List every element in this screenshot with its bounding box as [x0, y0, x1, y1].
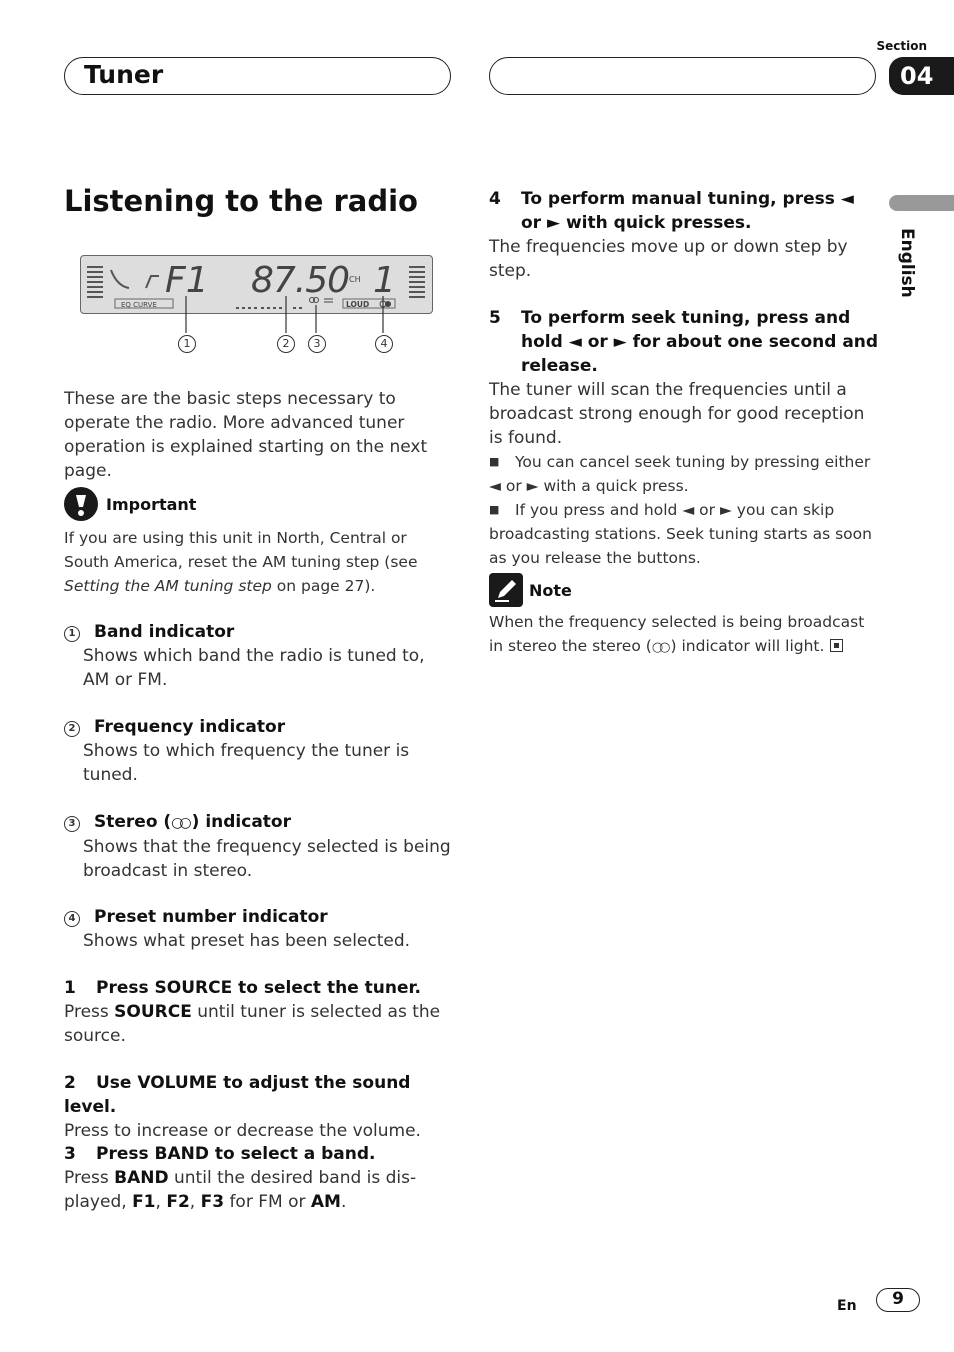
- step-5-bullet-1: ■ You can cancel seek tuning by pressing either ◄ or ► with a quick press.: [489, 450, 881, 498]
- indicator-2-desc: Shows to which frequency the tuner is tuned.: [83, 741, 410, 785]
- lcd-eq-label: EQ CURVE: [121, 301, 157, 309]
- indicator-4: 4 Preset number indicator Shows what preset has been selected.: [64, 905, 454, 953]
- important-link-text: Setting the AM tuning step: [64, 577, 272, 595]
- indicator-3-desc: Shows that the frequency selected is being broadcast in stereo.: [83, 837, 451, 881]
- section-number-tab: 04: [889, 57, 954, 95]
- bullet-icon: ■: [489, 503, 500, 516]
- pencil-icon: [489, 573, 523, 607]
- important-icon: [64, 487, 98, 521]
- indicator-4-desc: Shows what preset has been selected.: [83, 931, 411, 951]
- indicator-3: 3 Stereo (○○ ) indicator Shows that the frequency selected is being broadcast in stereo.: [64, 810, 454, 883]
- step-4: 4 To perform manual tuning, press ◄ or ► with quick presses. The frequencies move up or down step by step.: [489, 189, 854, 281]
- lcd-frequency-text: 87.50: [251, 260, 350, 301]
- callout-1: 1: [178, 335, 196, 353]
- important-heading: [64, 487, 196, 521]
- intro-paragraph: These are the basic steps necessary to operate the radio. More advanced tuner operation is explained starting on the next page.: [64, 389, 428, 481]
- indicator-1: 1 Band indicator Shows which band the radio is tuned to, AM or FM.: [64, 620, 454, 692]
- page-number: 9: [876, 1288, 920, 1312]
- lcd-band-text: F1: [165, 260, 209, 301]
- section-label: Section: [876, 39, 927, 53]
- callout-3: 3: [308, 335, 326, 353]
- step-3: 3 Press BAND to select a band. Press BAND until the desired band is dis-played, F1, F2, F3 for FM or AM.: [64, 1144, 417, 1212]
- step-2: 2 Use VOLUME to adjust the sound level. Press to increase or decrease the volume.: [64, 1073, 421, 1141]
- lcd-preset-text: 1: [373, 260, 396, 301]
- note-text: When the frequency selected is being broadcast in stereo the stereo (○○ ) indicator will light.: [489, 610, 869, 660]
- lcd-loud-label: LOUD: [346, 300, 370, 309]
- note-heading: [489, 573, 572, 607]
- step-5-bullet-2: ■ If you press and hold ◄ or ► you can skip broadcasting stations. Seek tuning starts as soon as you release the buttons.: [489, 498, 881, 570]
- step-1: 1 Press SOURCE to select the tuner. Press SOURCE until tuner is selected as the source.: [64, 978, 441, 1046]
- callout-4: 4: [375, 335, 393, 353]
- stereo-icon: ○○: [651, 640, 667, 655]
- stereo-icon: ○○: [171, 815, 188, 831]
- indicator-2: 2 Frequency indicator Shows to which frequency the tuner is tuned.: [64, 715, 454, 787]
- step-5: 5 To perform seek tuning, press and hold ◄ or ► for about one second and release. The tuner will scan the frequencies until a broadcast strong enough for good reception is found. ■ You can cancel seek tuning by pressing either ◄ or ► with a quick press. ■ If you press and hold ◄ or ► you can skip broadcasting stations. Seek tuning starts as soon as you release the buttons.: [489, 306, 881, 570]
- page-title: Listening to the radio: [64, 184, 418, 218]
- indicator-1-desc: Shows which band the radio is tuned to, AM or FM.: [83, 646, 425, 690]
- note-label: Note: [529, 580, 572, 600]
- important-text: If you are using this unit in North, Central or South America, reset the AM tuning step (see Setting the AM tuning step on page 27).: [64, 529, 418, 595]
- callout-2: 2: [277, 335, 295, 353]
- bullet-icon: ■: [489, 455, 500, 468]
- end-mark-icon: [830, 639, 843, 652]
- footer-language: En: [837, 1298, 857, 1314]
- header-title: Tuner: [84, 60, 164, 89]
- important-label: Important: [106, 494, 197, 514]
- lcd-ch-label: CH: [349, 275, 361, 284]
- side-language-label: English: [897, 228, 917, 298]
